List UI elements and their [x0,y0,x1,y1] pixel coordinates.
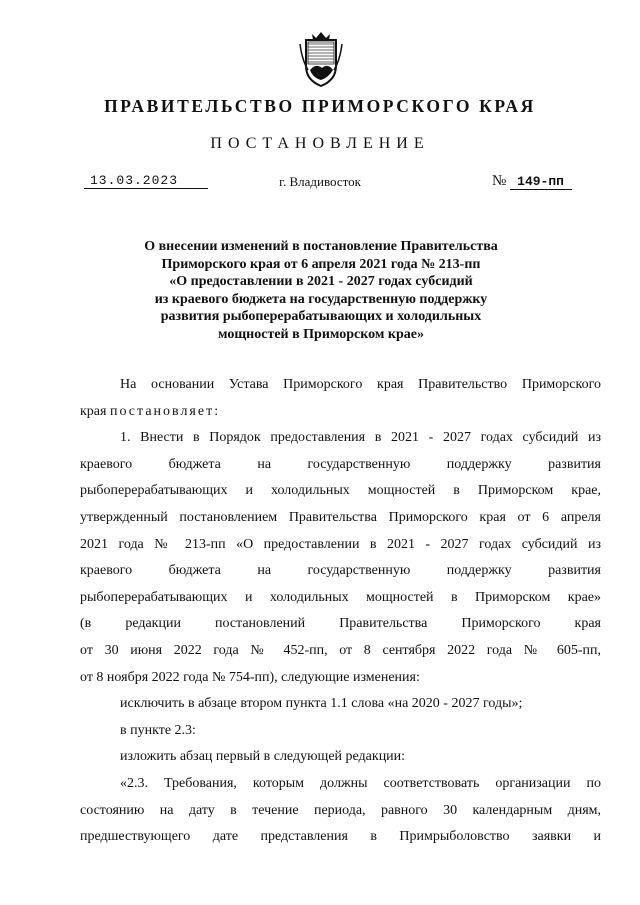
body-line: предшествующего дате представления в Примрыболовство заявки и [80,829,601,845]
body-keyword: постановляет: [109,403,221,419]
body-line: краевого бюджета на государственную поддержку развития [80,563,601,579]
body-line: краевого бюджета на государственную поддержку развития [80,456,601,472]
document-number-field [492,173,572,190]
body-line: в пункте 2.3: [120,722,196,738]
document-type: ПОСТАНОВЛЕНИЕ [210,135,430,152]
heading-line: Приморского края от 6 апреля 2021 года № 213-пп [161,256,481,272]
body-line: рыбоперерабатывающих и холодильных мощностей в Приморском крае» [80,589,601,605]
document-number: 149-пп [510,174,572,190]
heading-line: О внесении изменений в постановление Правительства [144,239,498,254]
heading-line: мощностей в Приморском крае» [218,326,424,342]
body-line: «2.3. Требования, которым должны соответствовать организации по [120,775,601,791]
document-body [80,372,601,851]
body-line: рыбоперерабатывающих и холодильных мощностей в Приморском крае, [80,483,601,499]
body-line: (в редакции постановлений Правительства Приморского края [80,616,601,632]
number-sign: № [492,173,507,189]
body-line: 2021 года № 213-пп «О предоставлении в 2021 - 2027 годах субсидий из [80,536,601,552]
body-line: утвержденный постановлением Правительства Приморского края от 6 апреля [80,509,601,525]
document-heading [90,238,552,343]
heading-line: «О предоставлении в 2021 - 2027 годах субсидий [169,274,473,289]
body-line: 1. Внести в Порядок предоставления в 2021 - 2027 годах субсидий из [120,430,601,446]
body-line: от 8 ноября 2022 года № 754-пп), следующие изменения: [80,669,420,685]
body-line [80,399,601,426]
heading-line: развития рыбоперерабатывающих и холодильных [160,309,482,324]
document-city: г. Владивосток [279,174,361,189]
body-line: исключить в абзаце втором пункта 1.1 слова «на 2020 - 2027 годы»; [120,696,523,712]
body-text: края [80,403,107,419]
body-line: изложить абзац первый в следующей редакции: [120,749,406,765]
body-line: от 30 июня 2022 года № 452-пп, от 8 сентября 2022 года № 605-пп, [80,642,601,658]
document-date: 13.03.2023 [84,173,208,189]
body-line: На основании Устава Приморского края Правительство Приморского [120,377,601,392]
heading-line: из краевого бюджета на государственную поддержку [154,291,488,307]
coat-of-arms-emblem [298,30,344,88]
body-line: состоянию на дату в течение периода, равного 30 календарным дням, [80,802,601,818]
government-title: ПРАВИТЕЛЬСТВО ПРИМОРСКОГО КРАЯ [104,96,536,116]
